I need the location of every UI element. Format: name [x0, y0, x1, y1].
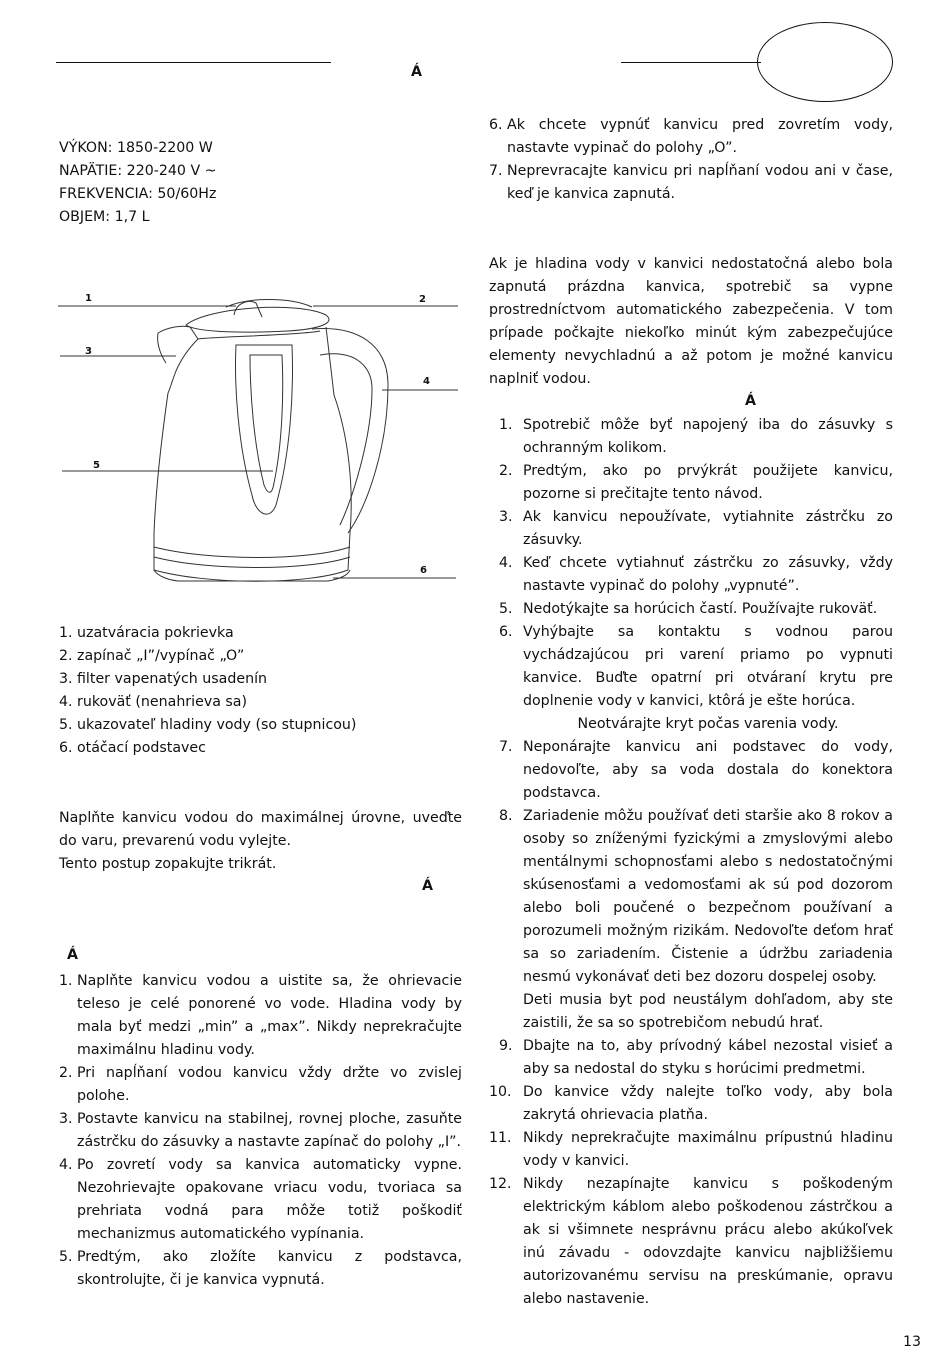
usage-list-item: 1. Naplňte kanvicu vodou a uistite sa, že ohrievacie teleso je celé ponorené vo vode. Hladina vody by mala byť medzi „min” a „max”. Nikdy neprekračujte maximálnu hladinu vody.: [59, 973, 462, 1058]
parts-list-item: 3. filter vapenatých usadenín: [59, 671, 268, 687]
diagram-label-5: 5: [93, 460, 100, 471]
safety-list-item: 10. Do kanvice vždy nalejte toľko vody, aby bola zakrytá ohrievacia platňa.: [489, 1084, 893, 1123]
header-rule-left: [56, 62, 331, 63]
safety-list-item: 6. Vyhýbajte sa kontaktu s vodnou parou vychádzajúcou pri varení priamo po vypnuti kanvice. Buďte opatrní pri otváraní krytu pre doplnenie vody v kanvici, ktôrá je ešte horúca. Neotvárajte kryt počas varenia vody.: [495, 621, 893, 736]
diagram-label-2: 2: [419, 294, 426, 305]
usage-list-item: 7. Neprevracajte kanvicu pri napĺňaní vodou ani v čase, keď je kanvica zapnutá.: [489, 163, 893, 202]
parts-list-item: 1. uzatváracia pokrievka: [59, 625, 234, 641]
safety-list-item: 7. Neponárajte kanvicu ani podstavec do vody, nedovoľte, aby sa voda dostala do konektora podstavca.: [499, 739, 893, 801]
usage-list-item: 4. Po zovretí vody sa kanvica automaticky vypne. Nezohrievajte opakovane vriacu vodu, tvoriaca sa prehriata vodná para môže totiž poškodiť mechanizmus automatického vypínania.: [59, 1157, 462, 1242]
safety-list: [489, 414, 893, 1311]
usage-list-item: 6. Ak chcete vypnúť kanvicu pred zovretím vody, nastavte vypinač do polohy „O”.: [489, 117, 893, 156]
language-badge-oval: [757, 22, 893, 102]
diagram-label-3: 3: [85, 346, 92, 357]
diagram-label-4: 4: [423, 376, 430, 387]
safety-list-item: 8. Zariadenie môžu používať deti staršie ako 8 rokov a osoby so zníženými fyzickými a zmyslovými alebo mentálnymi schopnosťami alebo s nedostatočnými skúsenosťami a vedomosťami ak sú pod dozorom alebo boli poučené o bezpečnom používaní a porozumeli možným rizikám. Nedovoľte deťom hrať sa so zariadením. Čistenie a údržbu zariadenia nesmú vykonávať deti bez dozoru dospelej osoby. Deti musia byt pod neustálym dohľadom, aby ste zaistili, že sa so spotrebičom nebudú hrať.: [495, 805, 893, 1035]
safety-list-item: 12. Nikdy nezapínajte kanvicu s poškodeným elektrickým káblom alebo poškodenou zástrčkou a ak si všimnete nesprávnu prácu alebo akúkoľvek inú závadu - odovzdajte kanvicu najbližšiemu autorizovanému servisu na preskúmanie, opravu alebo nastavenie.: [489, 1176, 893, 1307]
kettle-illustration: [58, 285, 462, 590]
parts-list-item: 6. otáčací podstavec: [59, 740, 206, 756]
usage-list-item: 3. Postavte kanvicu na stabilnej, rovnej ploche, zasuňte zástrčku do zásuvky a nastavte zapínač do polohy „I”.: [59, 1111, 462, 1150]
specs-block: [59, 137, 462, 229]
section-heading-mark: Á: [422, 878, 433, 894]
kettle-diagram: [58, 285, 462, 590]
safety-list-item: 1. Spotrebič môže byť napojený iba do zásuvky s ochranným kolikom.: [499, 417, 893, 456]
spec-voltage: NAPÄTIE: 220-240 V ~: [59, 163, 217, 179]
first-use-section: [59, 807, 462, 876]
overheat-protection-section: [489, 253, 893, 391]
usage-list: [59, 970, 462, 1292]
page-number: 13: [903, 1334, 922, 1350]
first-use-paragraph: Naplňte kanvicu vodou do maximálnej úrovne, uveďte do varu, prevarenú vodu vylejte.: [59, 810, 462, 849]
safety-note: Deti musia byt pod neustálym dohľadom, aby ste zaistili, že sa so spotrebičom nebudú hrať.: [523, 992, 893, 1031]
safety-list-item: 4. Keď chcete vytiahnuť zástrčku zo zásuvky, vždy nastavte vypinač do polohy „vypnuté”.: [499, 555, 893, 594]
first-use-repeat: Tento postup zopakujte trikrát.: [59, 856, 277, 872]
parts-list-item: 2. zapínač „I”/vypínač „O”: [59, 648, 245, 664]
safety-list-item: 11. Nikdy neprekračujte maximálnu prípustnú hladinu vody v kanvici.: [489, 1130, 893, 1169]
usage-heading-mark: Á: [67, 947, 78, 963]
parts-list: [59, 622, 462, 760]
header-rule-right: [621, 62, 761, 63]
safety-list-item: 3. Ak kanvicu nepoužívate, vytiahnite zástrčku zo zásuvky.: [499, 509, 893, 548]
safety-heading-mark: Á: [745, 393, 756, 409]
spec-frequency: FREKVENCIA: 50/60Hz: [59, 186, 217, 202]
safety-list-item: 2. Predtým, ako po prvýkrát použijete kanvicu, pozorne si prečitajte tento návod.: [499, 463, 893, 502]
diagram-label-6: 6: [420, 565, 427, 576]
usage-list-item: 5. Predtým, ako zložíte kanvicu z podstavca, skontrolujte, či je kanvica vypnutá.: [59, 1249, 462, 1288]
parts-list-item: 4. rukoväť (nenahrieva sa): [59, 694, 248, 710]
parts-list-item: 5. ukazovateľ hladiny vody (so stupnicou): [59, 717, 357, 733]
header-heading-mark: Á: [411, 64, 422, 80]
spec-volume: OBJEM: 1,7 L: [59, 209, 150, 225]
safety-list-item: 9. Dbajte na to, aby prívodný kábel nezostal visieť a aby sa nedostal do styku s horúcimi predmetmi.: [499, 1038, 893, 1077]
spec-power: VÝKON: 1850-2200 W: [59, 140, 213, 156]
usage-list-item: 2. Pri napĺňaní vodou kanvicu vždy držte vo zvislej polohe.: [59, 1065, 462, 1104]
safety-note: Neotvárajte kryt počas varenia vody.: [577, 716, 839, 732]
safety-list-item: 5. Nedotýkajte sa horúcich častí. Používajte rukoväť.: [499, 601, 878, 617]
usage-list-continued: [489, 114, 893, 206]
diagram-label-1: 1: [85, 293, 92, 304]
overheat-protection-paragraph: Ak je hladina vody v kanvici nedostatočná alebo bola zapnutá prázdna kanvica, spotrebič sa vypne prostredníctvom automatického zabezpečenia. V tom prípade počkajte niekoľko minút kým zabezpečujúce elementy nevychladnú a až potom je možné kanvicu naplniť vodou.: [489, 256, 893, 387]
